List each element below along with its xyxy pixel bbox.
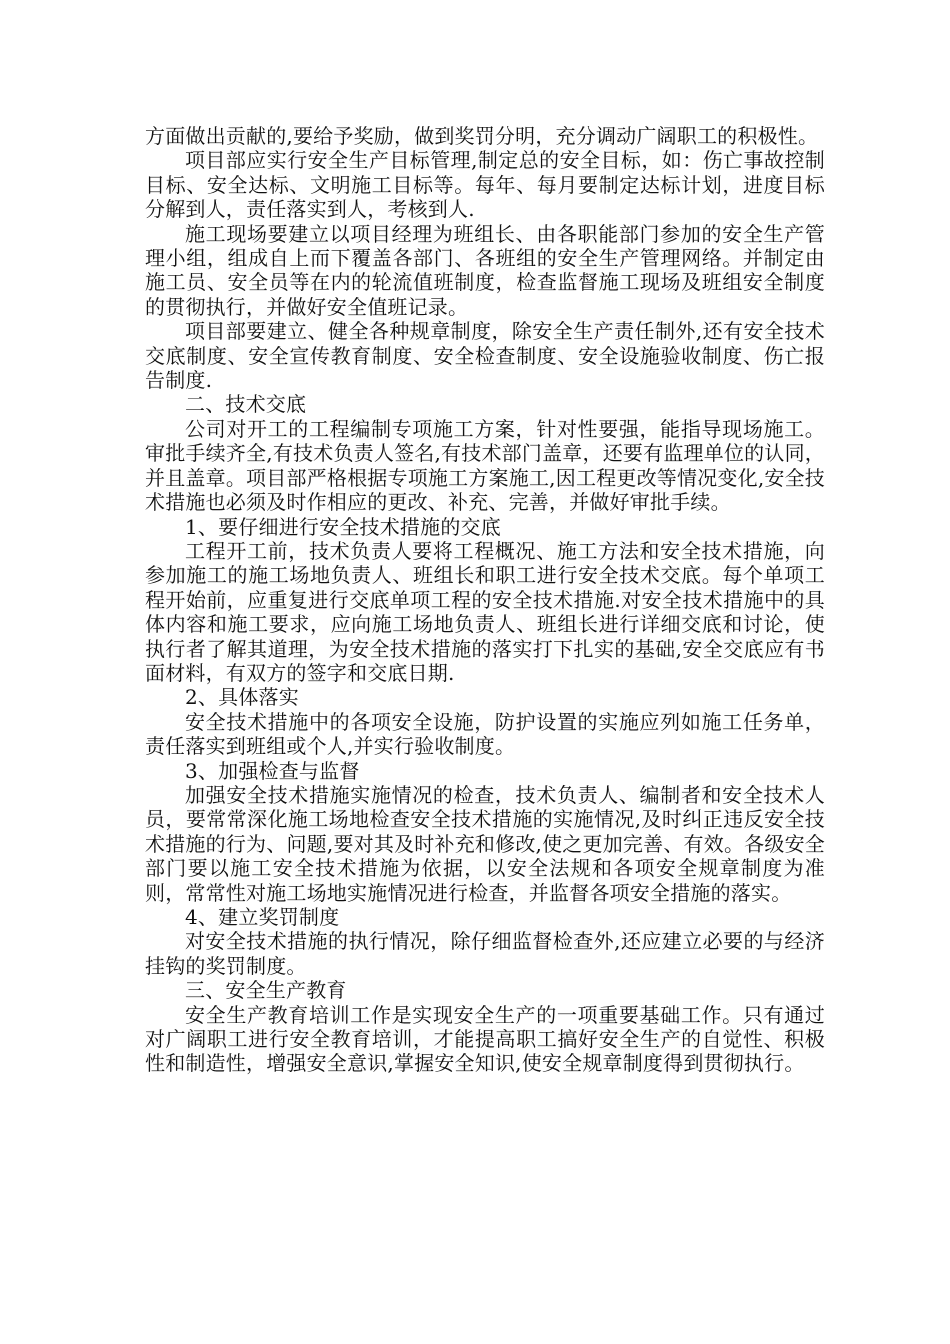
paragraph-construction-plan: 公司对开工的工程编制专项施工方案，针对性要强，能指导现场施工。审批手续齐全,有技术负责人签名,有技术部门盖章，还要有监理单位的认同，并且盖章。项目部严格根据专项施工方案施工,因工程更改等情况变化,安全技术措施也必须及时作相应的更改、补充、完善，并做好审批手续。 xyxy=(145,416,825,515)
subheading-1: 1、要仔细进行安全技术措施的交底 xyxy=(185,514,501,539)
subheading-4: 4、建立奖罚制度 xyxy=(185,905,340,929)
paragraph-target-management: 项目部应实行安全生产目标管理,制定总的安全目标，如：伤亡事故控制目标、安全达标、文明施工目标等。每年、每月要制定达标计划，进度目标分解到人，责任落实到人，考核到人. xyxy=(145,148,825,222)
paragraph-continuation: 方面做出贡献的,要给予奖励，做到奖罚分明，充分调动广阔职工的积极性。 xyxy=(145,124,819,148)
subheading-2: 2、具体落实 xyxy=(185,685,299,710)
paragraph-rules-system: 项目部要建立、健全各种规章制度，除安全生产责任制外,还有安全技术交底制度、安全宣传教育制度、安全检查制度、安全设施验收制度、伤亡报告制度. xyxy=(145,319,825,393)
section-heading-safety-education: 三、安全生产教育 xyxy=(185,978,347,1003)
paragraph-implementation: 安全技术措施中的各项安全设施，防护设置的实施应列如施工任务单，责任落实到班组或个人,并实行验收制度。 xyxy=(145,709,825,759)
subheading-3: 3、加强检查与监督 xyxy=(185,758,360,783)
document-body xyxy=(145,124,825,1076)
paragraph-inspection: 加强安全技术措施实施情况的检查，技术负责人、编制者和安全技术人员，要常常深化施工场地检查安全技术措施的实施情况,及时纠正违反安全技术措施的行为、问题,要对其及时补充和修改,使之更加完善、有效。各级安全部门要以施工安全技术措施为依据，以安全法规和各项安全规章制度为准则，常常性对施工场地实施情况进行检查，并监督各项安全措施的落实。 xyxy=(145,782,825,905)
paragraph-education: 安全生产教育培训工作是实现安全生产的一项重要基础工作。只有通过对广阔职工进行安全教育培训，才能提高职工搞好安全生产的自觉性、积极性和制造性，增强安全意识,掌握安全知识,使安全规章制度得到贯彻执行。 xyxy=(145,1002,825,1076)
paragraph-briefing-details: 工程开工前，技术负责人要将工程概况、施工方法和安全技术措施，向参加施工的施工场地负责人、班组长和职工进行安全技术交底。每个单项工程开始前，应重复进行交底单项工程的安全技术措施.对安全技术措施中的具体内容和施工要求，应向施工场地负责人、班组长进行详细交底和讨论，使执行者了解其道理，为安全技术措施的落实打下扎实的基础,安全交底应有书面材料，有双方的签字和交底日期. xyxy=(145,538,825,685)
section-heading-technical-briefing: 二、技术交底 xyxy=(185,392,307,417)
paragraph-site-management-group: 施工现场要建立以项目经理为班组长、由各职能部门参加的安全生产管理小组，组成自上而下覆盖各部门、各班组的安全生产管理网络。并制定由施工员、安全员等在内的轮流值班制度，检查监督施工现场及班组安全制度的贯彻执行，并做好安全值班记录。 xyxy=(145,221,825,319)
paragraph-rewards: 对安全技术措施的执行情况，除仔细监督检查外,还应建立必要的与经济挂钩的奖罚制度。 xyxy=(145,929,825,978)
